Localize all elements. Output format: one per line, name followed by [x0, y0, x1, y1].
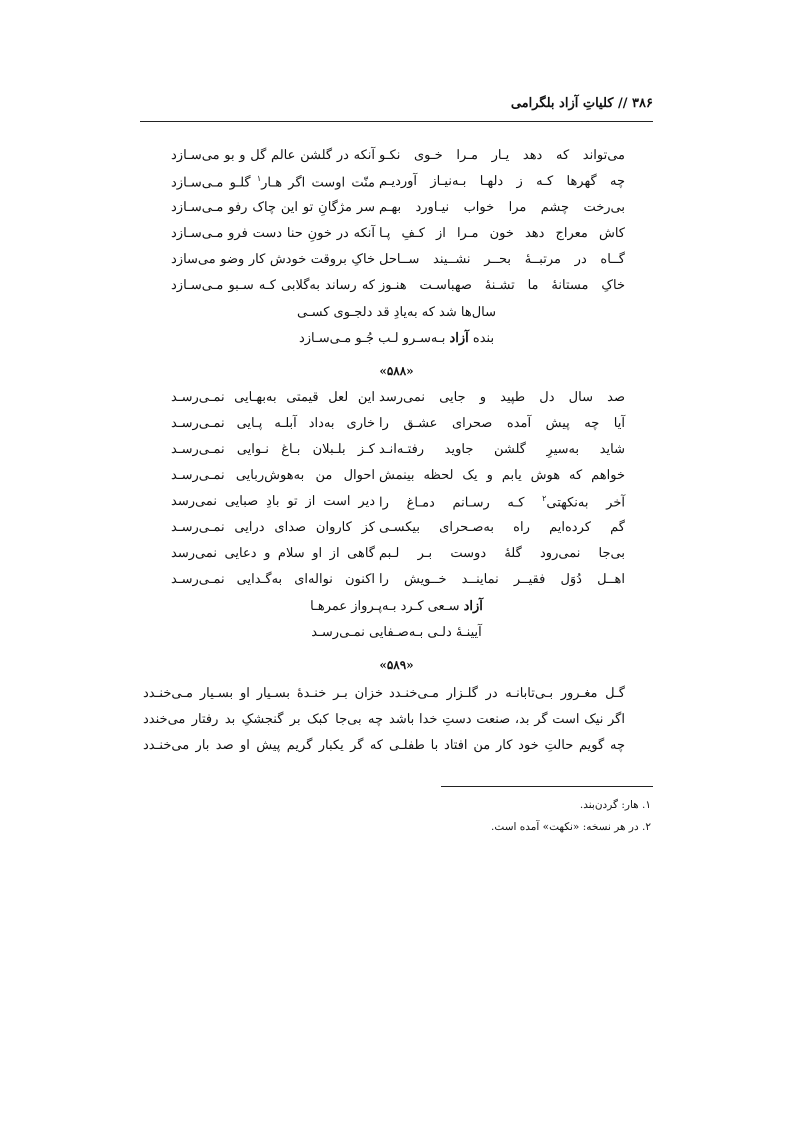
hemistich-left: این لعل قیمتی به‌بهـایی نمـی‌رسـد — [171, 390, 375, 405]
header-rule — [140, 121, 653, 122]
hemistich-text: گلـو مـی‌سـازد — [171, 175, 257, 191]
footnote: ۱. هار: گردن‌بند. — [579, 799, 651, 811]
poem-number: «۵۸۸» — [379, 364, 414, 378]
couplet — [0, 520, 793, 546]
hemistich-right: خواهم که هوش یابم و یک لحظه بینمش — [379, 468, 625, 483]
header-separator: // — [618, 96, 628, 111]
footnote-marker: ۱ — [256, 174, 262, 183]
hemistich-left: چه بی‌جا کبک بر گنجشکِ بد رفتار می‌خندد — [143, 712, 383, 727]
hemistich-right: بی‌رخت چشم مرا خواب نیـاورد بهـم — [379, 200, 625, 215]
book-title: کلیاتِ آزاد بلگرامی — [510, 96, 614, 111]
verse-text: بـه‌سـرو لـب جُـو مـی‌سـازد — [298, 331, 450, 346]
hemistich-right: گـل مغـرور بـی‌تابانـه در گلـزار مـی‌خنـدد — [389, 686, 625, 701]
couplet — [0, 278, 793, 304]
hemistich-left: آنکه در گلشن عالم گل و بو می‌سـازد — [171, 148, 375, 163]
poet-name: آزاد — [463, 599, 483, 614]
hemistich-right: اهــل دُوَل فقیــر نماینــد خــویش را — [379, 572, 625, 587]
hemistich-text: آخر به‌نکهتی — [546, 495, 625, 511]
couplet — [0, 712, 793, 738]
hemistich-text: کـه رسـانم دمـاغ را — [379, 495, 543, 511]
couplet — [0, 738, 793, 764]
closing-verse-line: سال‌ها شد که به‌یادِ قد دلجـوی کسـی — [296, 305, 497, 320]
couplet — [0, 416, 793, 442]
hemistich-right: اگر نیک است گر بد، صنعت دستِ خدا باشد — [389, 712, 625, 727]
poem-number: «۵۸۹» — [379, 658, 414, 672]
hemistich-right: خاکِ مستانهٔ ما تشـنهٔ صهباسـت هنـوز — [379, 278, 625, 293]
poem-block — [0, 686, 793, 764]
hemistich-left: اکنون نواله‌ای به‌گـدایی نمـی‌رسـد — [171, 572, 375, 587]
running-header — [140, 96, 653, 118]
hemistich-right: گــاه در مرتبــهٔ بحــر نشــیند ســاحل — [379, 252, 625, 267]
couplet — [0, 686, 793, 712]
hemistich-left — [171, 174, 375, 190]
hemistich-right — [379, 494, 625, 510]
hemistich-left: کـز بلـبلان بـاغ نـوایی نمـی‌رسـد — [171, 442, 375, 457]
poet-name: آزاد — [449, 331, 469, 346]
closing-verse-line: آیینـهٔ دلـی بـه‌صـفایی نمـی‌رسـد — [311, 625, 482, 640]
couplet — [0, 390, 793, 416]
footnote-marker: ۲ — [542, 494, 547, 503]
couplet — [0, 174, 793, 200]
hemistich-left: که رساند به‌گلابی کـه سـبو مـی‌سـازد — [171, 278, 375, 293]
hemistich-right: می‌تواند که دهد یـار مـرا خـوی نکـو — [379, 148, 625, 163]
footnote-rule — [441, 786, 653, 787]
poem-block — [0, 390, 793, 598]
couplet — [0, 468, 793, 494]
couplet — [0, 442, 793, 468]
verse-text: سـعی کـرد بـه‌پـرواز عمرهـا — [310, 599, 464, 614]
hemistich-right: آیا چه پیش آمده صحرای عشـق را — [379, 416, 625, 431]
couplet — [0, 200, 793, 226]
hemistich-left: گاهی از او سلام و دعایی نمی‌رسد — [171, 546, 375, 561]
verse-text: بنده — [468, 331, 495, 346]
poem-block — [0, 148, 793, 304]
hemistich-left: سر مژگانِ تو این چاک رفو مـی‌سـازد — [171, 200, 375, 215]
hemistich-right: شاید به‌سیرِ گلشن جاوید رفتـه‌انـد — [379, 442, 625, 457]
hemistich-right: گم کرده‌ایم راه به‌صـحرای بیکسـی — [379, 520, 625, 535]
footnote: ۲. در هر نسخه: «نکهت» آمده است. — [491, 821, 651, 833]
hemistich-left: خاکِ بروقت خودش کار وضو می‌سازد — [171, 252, 375, 267]
hemistich-right: چه گویم حالتِ خود کار من افتاد با طفلـی — [389, 738, 625, 753]
couplet — [0, 572, 793, 598]
hemistich-left: کز کاروان صدای درایی نمـی‌رسـد — [171, 520, 375, 535]
couplet — [0, 148, 793, 174]
hemistich-right: صد سال دل طپید و جایی نمی‌رسد — [379, 390, 625, 405]
hemistich-left: احوال من به‌هوش‌ربایی نمـی‌رسـد — [171, 468, 375, 483]
couplet — [0, 226, 793, 252]
closing-verse-line — [0, 599, 793, 614]
hemistich-right: بی‌جا نمی‌رود گلهٔ دوست بـر لـبم — [379, 546, 625, 561]
hemistich-right: چه گهرها کـه ز دلهـا بـه‌نیـاز آوردیـم — [379, 174, 625, 189]
couplet — [0, 494, 793, 520]
closing-verse-line — [0, 331, 793, 346]
hemistich-left: خزان بـر خنـدهٔ بسـیار او بسـیار مـی‌خنـدد — [143, 686, 383, 701]
hemistich-text: منّت اوست اگر هـار — [261, 175, 375, 191]
hemistich-right: کاش معراج دهد خون مـرا از کـفِ پـا — [379, 226, 625, 241]
hemistich-left: که گر یکبار گریم پیش او صد بار می‌خنـدد — [143, 738, 383, 753]
couplet — [0, 252, 793, 278]
hemistich-left: خاری به‌داد آبلـه پـایی نمـی‌رسـد — [171, 416, 375, 431]
couplet — [0, 546, 793, 572]
page-number: ۳۸۶ — [632, 96, 653, 111]
hemistich-left: آنکه در خونِ حنا دست فرو مـی‌سـازد — [171, 226, 375, 241]
hemistich-left: دیر است از تو بادِ صبایی نمی‌رسد — [171, 494, 375, 509]
